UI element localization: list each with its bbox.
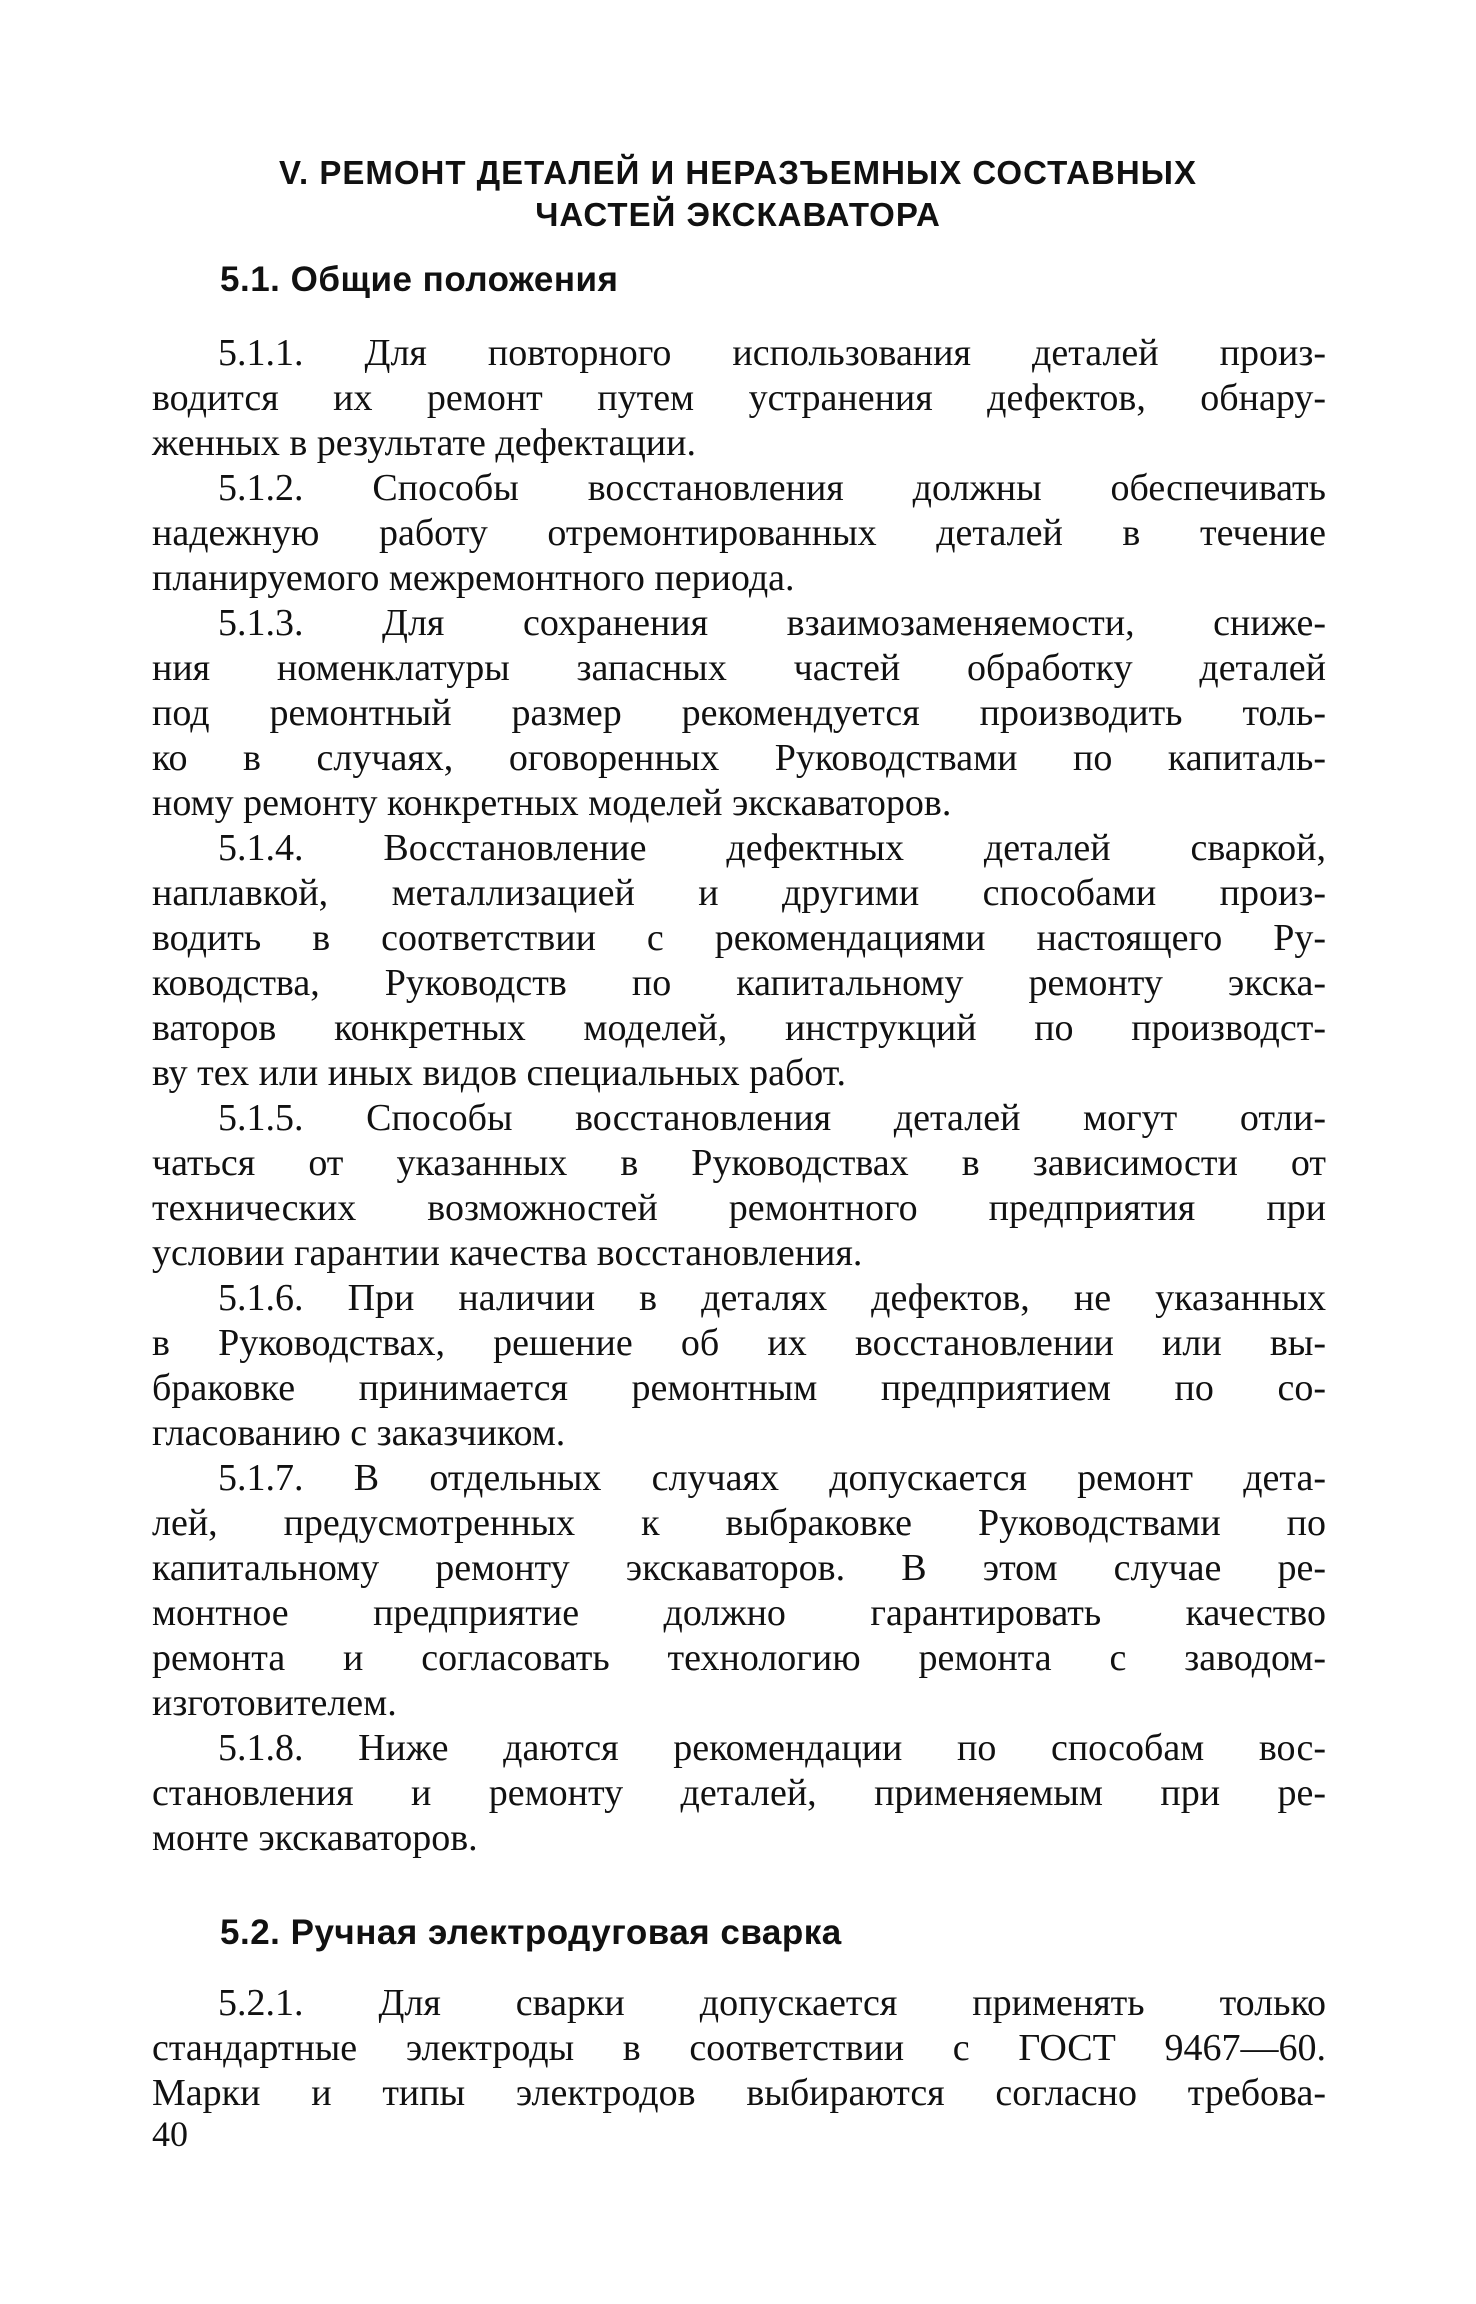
text-line: чаться от указанных в Руководствах в зависимости от [152,1142,1326,1184]
text-line: 5.1.6. При наличии в деталях дефектов, не указанных [218,1277,1326,1319]
paragraph-5-1-5 [152,1096,1326,1276]
text-line: ву тех или иных видов специальных работ. [152,1052,847,1094]
text-line: изготовителем. [152,1682,397,1724]
text-line: женных в результате дефектации. [152,422,696,464]
text-line: 5.1.5. Способы восстановления деталей могут отли- [218,1097,1326,1139]
paragraph-5-1-1 [152,331,1326,466]
text-line: 5.1.7. В отдельных случаях допускается ремонт дета- [218,1457,1326,1499]
text-line: Марки и типы электродов выбираются согласно требова- [152,2072,1326,2114]
text-line: ния номенклатуры запасных частей обработку деталей [152,647,1326,689]
text-line: капитальному ремонту экскаваторов. В этом случае ре- [152,1547,1326,1589]
text-line: ному ремонту конкретных моделей экскаваторов. [152,782,952,824]
text-line: водить в соответствии с рекомендациями настоящего Ру- [152,917,1326,959]
paragraph-5-1-3 [152,601,1326,826]
chapter-title [150,152,1326,236]
text-line: ко в случаях, оговоренных Руководствами по капиталь- [152,737,1326,779]
text-line: под ремонтный размер рекомендуется производить толь- [152,692,1326,734]
text-line: 5.1.1. Для повторного использования деталей произ- [218,332,1326,374]
text-line: ремонта и согласовать технологию ремонта с заводом- [152,1637,1326,1679]
chapter-title-line-1: V. РЕМОНТ ДЕТАЛЕЙ И НЕРАЗЪЕМНЫХ СОСТАВНЫХ [279,154,1197,191]
paragraph-5-1-4 [152,826,1326,1096]
text-line: 5.1.3. Для сохранения взаимозаменяемости, сниже- [218,602,1326,644]
text-line: в Руководствах, решение об их восстановлении или вы- [152,1322,1326,1364]
text-line: гласованию с заказчиком. [152,1412,566,1454]
text-line: технических возможностей ремонтного предприятия при [152,1187,1326,1229]
paragraph-5-1-7 [152,1456,1326,1726]
section-heading-5-1: 5.1. Общие положения [220,260,619,299]
text-line: 5.1.2. Способы восстановления должны обеспечивать [218,467,1326,509]
text-line: браковке принимается ремонтным предприятием по со- [152,1367,1326,1409]
page-number: 40 [152,2114,188,2154]
text-line: 5.1.4. Восстановление дефектных деталей сваркой, [218,827,1326,869]
text-line: условии гарантии качества восстановления. [152,1232,863,1274]
text-line: монте экскаваторов. [152,1817,478,1859]
text-line: наплавкой, металлизацией и другими способами произ- [152,872,1326,914]
paragraph-5-2-1 [152,1981,1326,2116]
section-heading-5-2: 5.2. Ручная электродуговая сварка [220,1913,842,1952]
text-line: ваторов конкретных моделей, инструкций по производст- [152,1007,1326,1049]
text-line: 5.1.8. Ниже даются рекомендации по способам вос- [218,1727,1326,1769]
text-line: ководства, Руководств по капитальному ремонту экска- [152,962,1326,1004]
text-line: становления и ремонту деталей, применяемым при ре- [152,1772,1326,1814]
paragraph-5-1-6 [152,1276,1326,1456]
text-line: монтное предприятие должно гарантировать качество [152,1592,1326,1634]
chapter-title-line-2: ЧАСТЕЙ ЭКСКАВАТОРА [535,196,941,233]
paragraph-5-1-8 [152,1726,1326,1861]
text-line: лей, предусмотренных к выбраковке Руководствами по [152,1502,1326,1544]
paragraph-5-1-2 [152,466,1326,601]
text-line: стандартные электроды в соответствии с ГОСТ 9467—60. [152,2027,1326,2069]
text-line: надежную работу отремонтированных деталей в течение [152,512,1326,554]
text-line: водится их ремонт путем устранения дефектов, обнару- [152,377,1326,419]
text-line: планируемого межремонтного периода. [152,557,795,599]
text-line: 5.2.1. Для сварки допускается применять только [218,1982,1326,2024]
